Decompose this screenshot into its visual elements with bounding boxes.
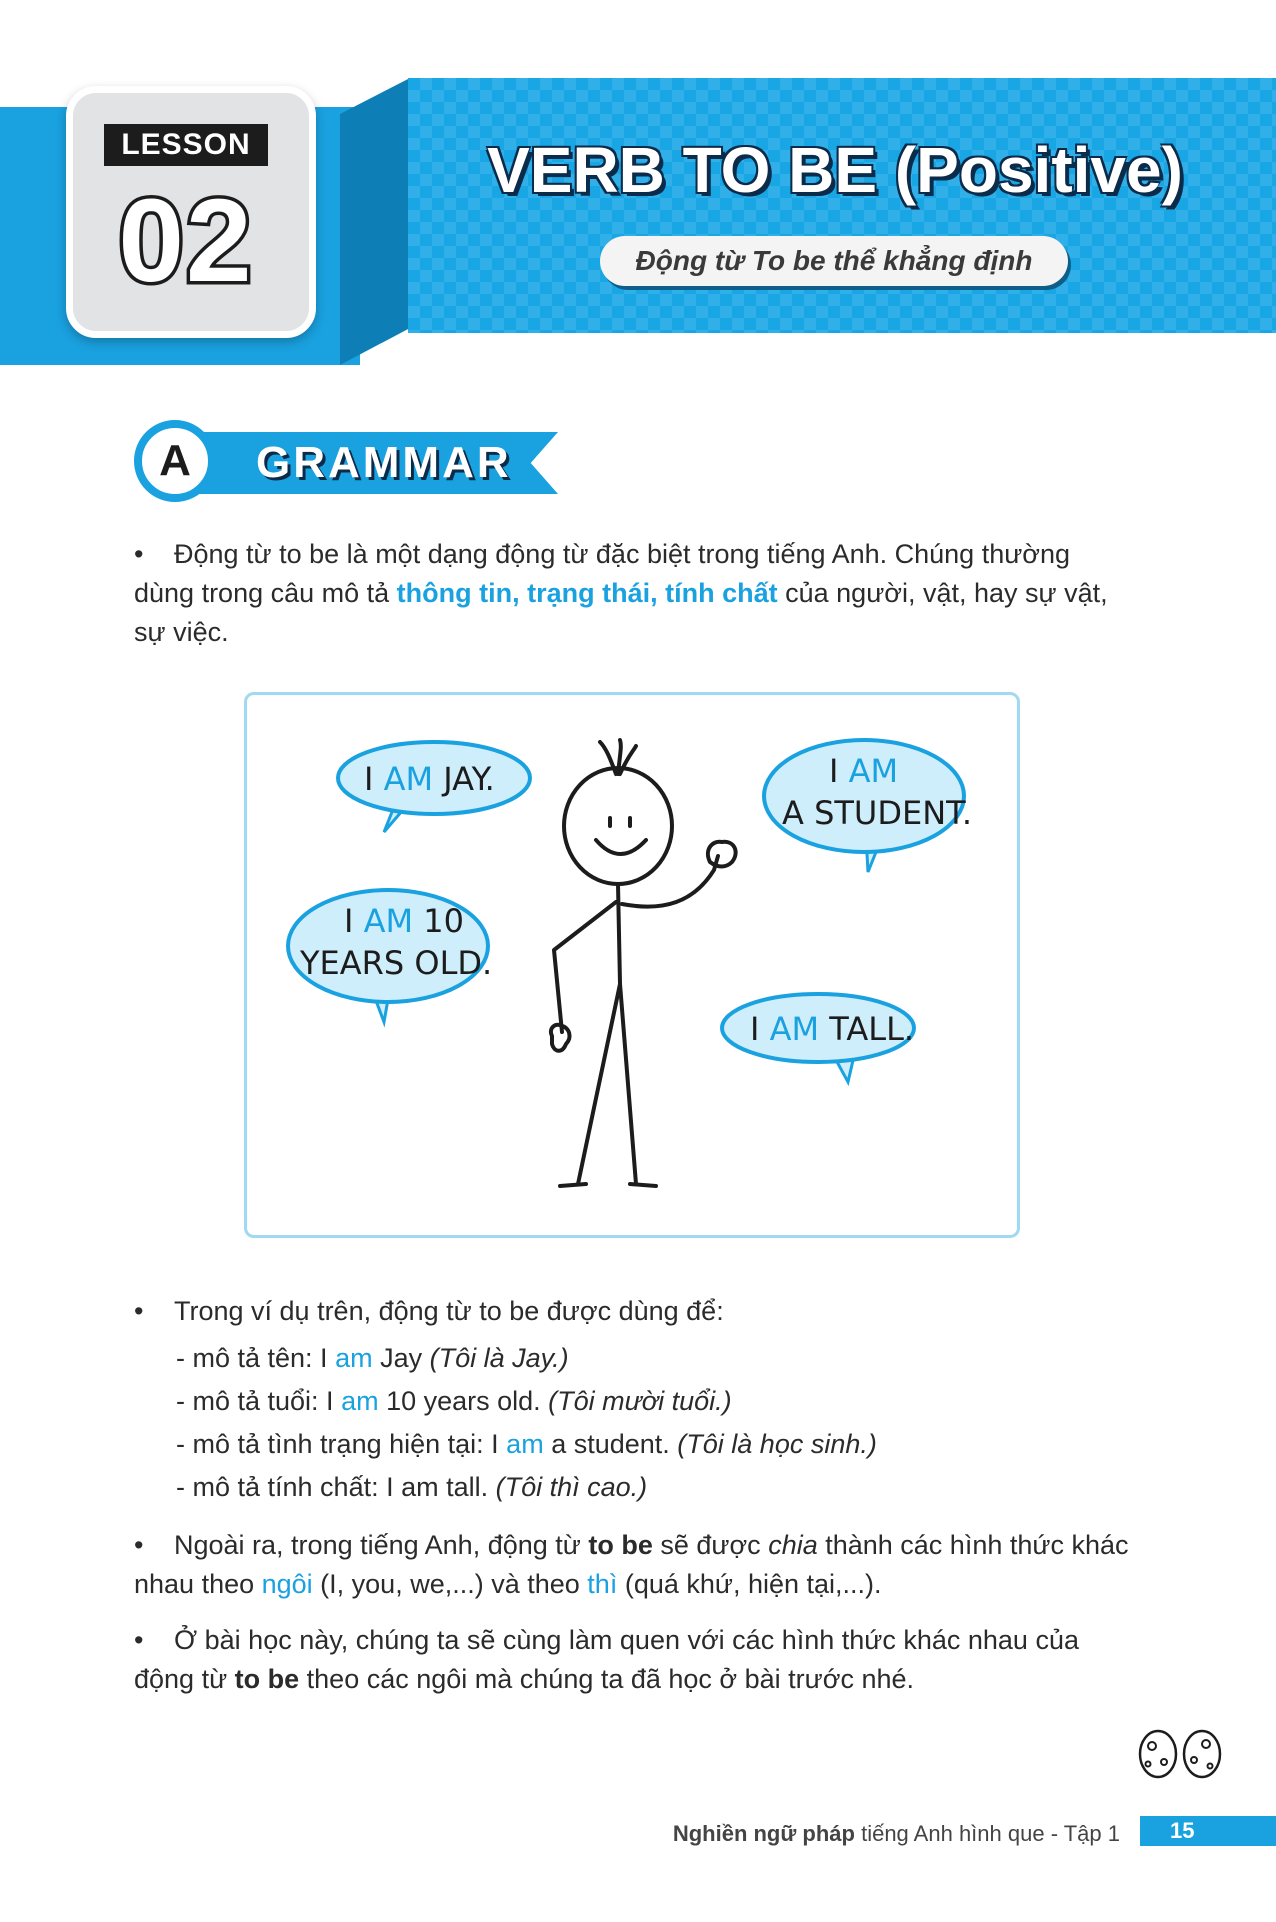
intro-text-2: của người, vật, hay sự vật, sự việc. <box>134 578 1108 647</box>
bullet-dot: • <box>134 1296 144 1326</box>
note1-text: sẽ được <box>652 1530 769 1560</box>
usage-lead <box>134 1292 1134 1331</box>
section-title: GRAMMAR <box>256 438 512 487</box>
usage-translation: (Tôi mười tuổi.) <box>548 1386 732 1416</box>
usage-item-status <box>176 1426 877 1462</box>
eggs-icon <box>1136 1724 1226 1780</box>
bubble-2-line1: I AM <box>829 752 899 790</box>
usage-item-name <box>176 1340 569 1376</box>
usage-translation: (Tôi thì cao.) <box>495 1472 648 1502</box>
bullet-dot: • <box>134 1625 144 1655</box>
usage-translation: (Tôi là Jay.) <box>429 1343 569 1373</box>
usage-verb: am <box>341 1386 379 1416</box>
stick-figure <box>551 740 736 1186</box>
page-number: 15 <box>1140 1816 1276 1846</box>
usage-translation: (Tôi là học sinh.) <box>677 1429 877 1459</box>
speech-bubble-age <box>288 890 492 1022</box>
usage-lead-text: Trong ví dụ trên, động từ to be được dùng để: <box>174 1296 724 1326</box>
note-lesson-intro <box>134 1621 1134 1699</box>
usage-item-age <box>176 1383 732 1419</box>
lesson-label: LESSON <box>104 124 268 166</box>
speech-bubble-tall <box>722 994 914 1082</box>
illustration <box>244 692 1020 1238</box>
intro-highlight: thông tin, trạng thái, tính chất <box>396 578 778 608</box>
section-letter: A <box>159 436 191 485</box>
speech-bubble-student <box>764 740 972 872</box>
bullet-dot: • <box>134 539 144 569</box>
intro-paragraph <box>134 535 1134 652</box>
usage-rest: Jay <box>372 1343 430 1373</box>
note2-text: Ở bài học này, chúng ta sẽ cùng làm quen với các hình thức khác nhau của động từ <box>134 1625 1079 1694</box>
usage-prefix: - mô tả tuổi: I <box>176 1386 342 1416</box>
note1-text: (I, you, we,...) và theo <box>312 1569 588 1599</box>
footer-book-bold: Nghiền ngữ pháp <box>672 1821 855 1846</box>
usage-rest: a student. <box>543 1429 678 1459</box>
note-conjugation <box>134 1526 1134 1604</box>
note1-text: (quá khứ, hiện tại,...). <box>617 1569 882 1599</box>
usage-prefix: - mô tả tên: I <box>176 1343 336 1373</box>
note1-text: Ngoài ra, trong tiếng Anh, động từ <box>174 1530 589 1560</box>
bullet-dot: • <box>134 1530 144 1560</box>
note1-ngoi: ngôi <box>261 1569 313 1599</box>
bubble-1-text: I AM JAY. <box>364 760 495 798</box>
usage-verb: am <box>506 1429 544 1459</box>
note1-chia: chia <box>768 1530 818 1560</box>
page-subtitle: Động từ To be thể khẳng định <box>600 236 1068 286</box>
bubble-3-line2: YEARS OLD. <box>300 944 493 982</box>
bubble-3-line1: I AM 10 <box>344 902 464 940</box>
lesson-number: 02 <box>118 175 254 307</box>
note2-tobe: to be <box>234 1664 300 1694</box>
bubble-2-line2: A STUDENT. <box>782 794 973 832</box>
note1-text: thành các hình thức khác nhau theo <box>134 1530 1129 1599</box>
usage-prefix: - mô tả tính chất: I am tall. <box>176 1472 496 1502</box>
page-title: VERB TO BE (Positive) <box>487 134 1183 206</box>
usage-verb: am <box>335 1343 373 1373</box>
usage-prefix: - mô tả tình trạng hiện tại: I <box>176 1429 507 1459</box>
note1-tobe: to be <box>588 1530 653 1560</box>
intro-text-1: Động từ to be là một dạng động từ đặc biệt trong tiếng Anh. Chúng thường dùng trong câu mô tả <box>134 539 1071 608</box>
header-band-fold <box>340 78 410 365</box>
footer-book-rest: tiếng Anh hình que - Tập 1 <box>854 1821 1120 1846</box>
speech-bubble-name <box>338 742 530 832</box>
note1-thi: thì <box>587 1569 618 1599</box>
note2-text: theo các ngôi mà chúng ta đã học ở bài trước nhé. <box>299 1664 914 1694</box>
bubble-4-text: I AM TALL. <box>750 1010 915 1048</box>
usage-rest: 10 years old. <box>378 1386 549 1416</box>
footer-book-title <box>560 1816 1120 1852</box>
usage-item-trait <box>176 1469 647 1505</box>
